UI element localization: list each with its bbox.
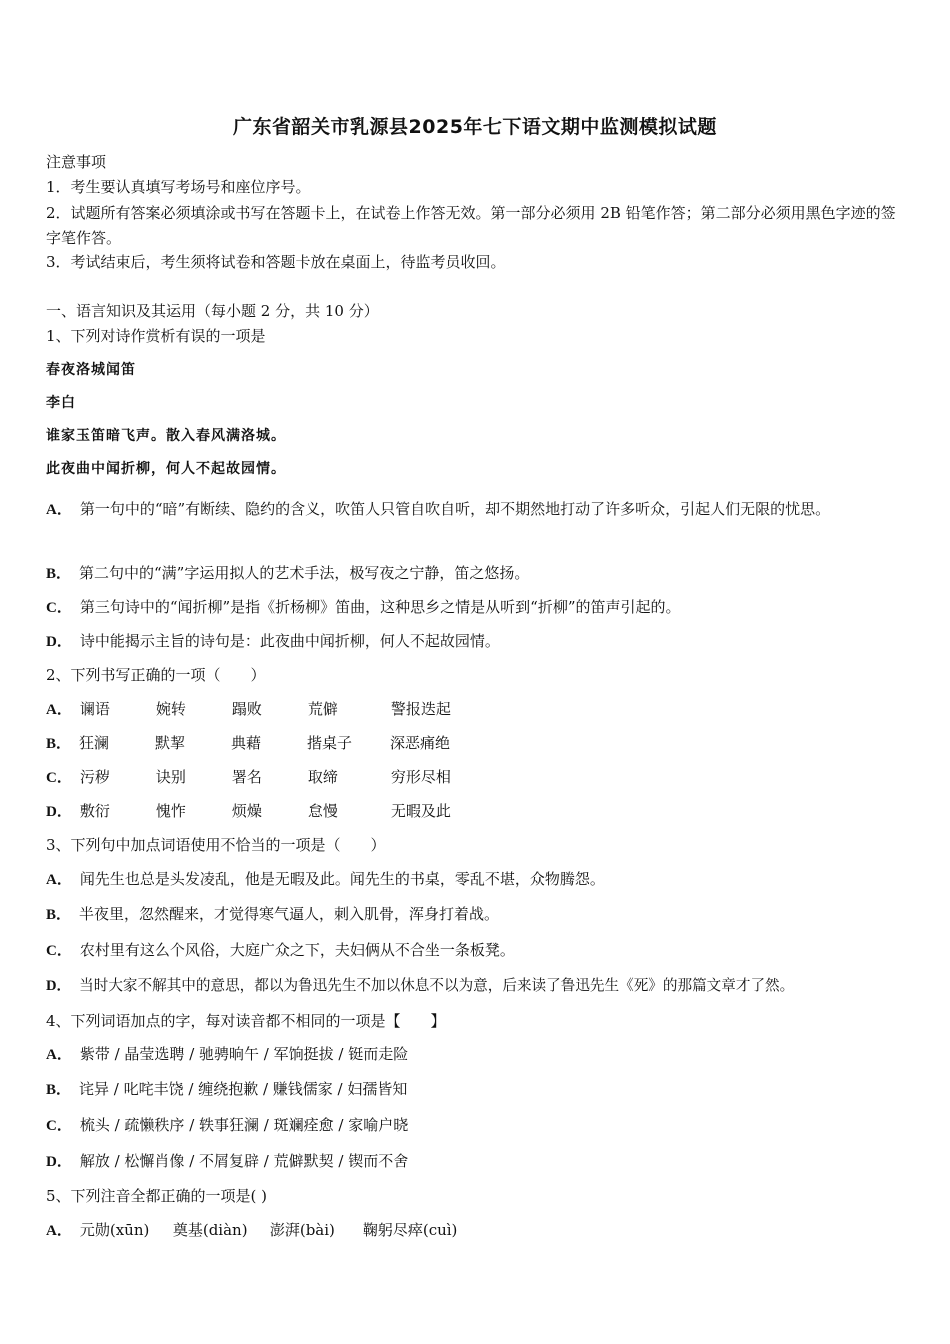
- option-word: 穷形尽相: [390, 768, 451, 786]
- q1-option-d: [46, 630, 908, 653]
- q2-option-d: [46, 800, 908, 823]
- q3-stem: 3、下列句中加点词语使用不恰当的一项是（ ）: [46, 836, 386, 854]
- option-word: 污秽: [79, 768, 110, 786]
- option-label: D．: [46, 978, 72, 994]
- q2-option-c: [46, 766, 908, 789]
- option-text: 诗中能揭示主旨的诗句是：此夜曲中闻折柳，何人不起故园情。: [79, 632, 500, 650]
- option-label: B．: [46, 566, 72, 582]
- option-word: 鞠躬尽瘁(cuì): [362, 1221, 458, 1239]
- option-text: 半夜里，忽然醒来，才觉得寒气逼人，刺入肌骨，浑身打着战。: [79, 905, 500, 923]
- poem-line-1: 谁家玉笛暗飞声。散入春风满洛城。: [46, 428, 286, 444]
- q4-option-b: [46, 1078, 908, 1101]
- option-word: 署名: [231, 768, 262, 786]
- option-label: D．: [46, 804, 72, 820]
- q4-option-c: [46, 1114, 908, 1137]
- option-word: 默挈: [155, 734, 186, 752]
- option-label: A．: [46, 1047, 72, 1063]
- option-word: 蹋败: [231, 700, 262, 718]
- page-title: 广东省韶关市乳源县2025年七下语文期中监测模拟试题: [233, 116, 717, 138]
- poem-author: 李白: [46, 395, 76, 411]
- q2-option-a: [46, 698, 908, 721]
- option-word: 典藉: [231, 734, 262, 752]
- option-word: 诀别: [155, 768, 186, 786]
- option-word: 澎湃(bài): [269, 1221, 335, 1239]
- option-word: 无暇及此: [390, 802, 451, 820]
- option-word: 狂澜: [79, 734, 110, 752]
- option-label: C．: [46, 943, 72, 959]
- q3-option-c: [46, 939, 908, 962]
- section-heading: 一、语言知识及其运用（每小题 2 分，共 10 分）: [46, 302, 379, 320]
- poem-title: 春夜洛城闻笛: [46, 362, 136, 378]
- option-word: 奠基(diàn): [172, 1221, 248, 1239]
- option-word: 愧怍: [155, 802, 186, 820]
- option-word: 敷衍: [79, 802, 110, 820]
- q2-stem: 2、下列书写正确的一项（ ）: [46, 666, 266, 684]
- option-text: 紫带 / 晶莹选聘 / 驰骋晌午 / 军饷挺拔 / 铤而走险: [79, 1045, 409, 1063]
- q4-option-d: [46, 1150, 908, 1173]
- poem-line-2: 此夜曲中闻折柳，何人不起故园情。: [46, 461, 286, 477]
- option-word: 谰语: [79, 700, 110, 718]
- option-label: D．: [46, 634, 72, 650]
- q3-option-d: [46, 975, 908, 997]
- option-label: B．: [46, 1082, 72, 1098]
- option-label: C．: [46, 770, 72, 786]
- notice-heading: 注意事项: [46, 153, 107, 171]
- q3-option-b: [46, 903, 908, 926]
- option-text: 第三句诗中的“闻折柳”是指《折杨柳》笛曲，这种思乡之情是从听到“折柳”的笛声引起的。: [79, 598, 681, 616]
- option-text: 梳头 / 疏懒秩序 / 轶事狂澜 / 斑斓痊愈 / 家喻户晓: [79, 1116, 409, 1134]
- q3-option-a: [46, 868, 908, 891]
- q5-option-a: [46, 1219, 908, 1242]
- option-text: 第二句中的“满”字运用拟人的艺术手法，极写夜之宁静，笛之悠扬。: [79, 564, 530, 582]
- notice-item-3: 3．考试结束后，考生须将试卷和答题卡放在桌面上，待监考员收回。: [46, 253, 506, 271]
- option-label: D．: [46, 1154, 72, 1170]
- q1-option-a: [46, 491, 908, 529]
- option-label: A．: [46, 872, 72, 888]
- option-text: 诧异 / 叱咤丰饶 / 缠绕抱歉 / 赚钱儒家 / 妇孺皆知: [79, 1080, 408, 1098]
- option-text: 当时大家不解其中的意思，都以为鲁迅先生不加以休息不以为意，后来读了鲁迅先生《死》的那篇文章才了然。: [79, 977, 795, 994]
- option-text: 农村里有这么个风俗，大庭广众之下，夫妇俩从不合坐一条板凳。: [79, 941, 515, 959]
- option-label: A．: [46, 1223, 72, 1239]
- q1-option-c: [46, 596, 908, 619]
- option-label: C．: [46, 600, 72, 616]
- option-word: 婉转: [155, 700, 186, 718]
- q2-option-b: [46, 732, 908, 755]
- q5-stem: 5、下列注音全都正确的一项是( ): [46, 1187, 268, 1205]
- option-text: 第一句中的“暗”有断续、隐约的含义，吹笛人只管自吹自听，却不期然地打动了许多听众，引起人们无限的忧思。: [79, 500, 831, 518]
- option-word: 揩桌子: [307, 734, 353, 752]
- option-label: A．: [46, 502, 72, 518]
- option-word: 取缔: [307, 768, 338, 786]
- option-word: 警报迭起: [390, 700, 451, 718]
- option-word: 深恶痛绝: [390, 734, 451, 752]
- q1-option-b: [46, 562, 908, 585]
- option-word: 荒僻: [307, 700, 338, 718]
- option-label: C．: [46, 1118, 72, 1134]
- option-word: 怠慢: [307, 802, 338, 820]
- option-label: A．: [46, 702, 72, 718]
- q1-stem: 1、下列对诗作赏析有误的一项是: [46, 327, 266, 345]
- option-text: 闻先生也总是头发凌乱，他是无暇及此。闻先生的书桌，零乱不堪，众物腾怨。: [79, 870, 605, 888]
- option-word: 元勋(xūn): [79, 1221, 150, 1239]
- option-text: 解放 / 松懈肖像 / 不屑复辟 / 荒僻默契 / 锲而不舍: [79, 1152, 409, 1170]
- notice-item-2: 2．试题所有答案必须填涂或书写在答题卡上，在试卷上作答无效。第一部分必须用 2B 铅笔作答；第二部分必须用黑色字迹的签字笔作答。: [46, 204, 896, 247]
- q4-option-a: [46, 1043, 908, 1066]
- notice-item-1: 1．考生要认真填写考场号和座位序号。: [46, 178, 311, 196]
- option-label: B．: [46, 736, 72, 752]
- option-word: 烦燥: [231, 802, 262, 820]
- option-label: B．: [46, 907, 72, 923]
- q4-stem: 4、下列词语加点的字，每对读音都不相同的一项是【 】: [46, 1012, 446, 1030]
